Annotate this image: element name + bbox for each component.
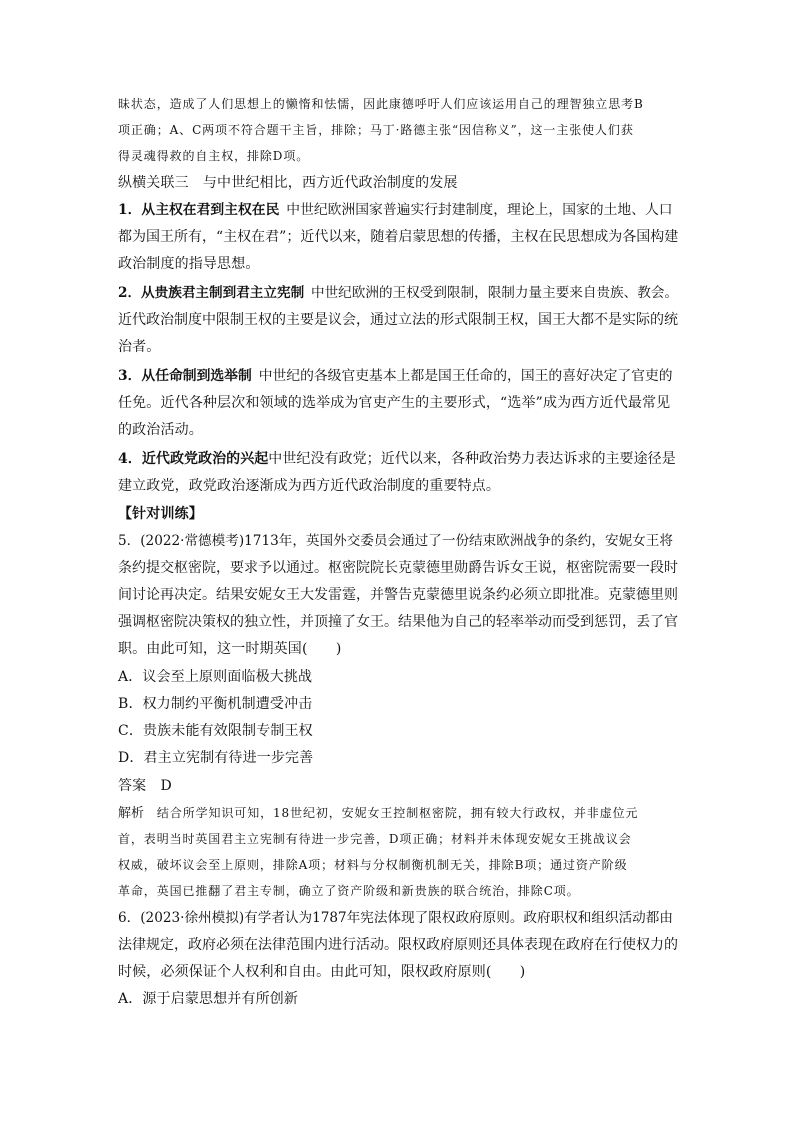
q5-analysis-line-2: 首，表明当时英国君主立宪制有待进一步完善，D项正确；材料并未体现安妮女王挑战议会 [118, 832, 632, 846]
q5-analysis-line-4: 革命，英国已推翻了君主专制，确立了资产阶级和新贵族的联合统治，排除C项。 [118, 884, 580, 898]
intro-line-2: 项正确；A、C两项不符合题干主旨，排除；马丁·路德主张“因信称义”，这一主张使人们获 [118, 123, 634, 137]
point-2-head: 2．从贵族君主制到君主立宪制 [118, 285, 305, 301]
q5-line-5: 职。由此可知，这一时期英国( ) [118, 641, 342, 657]
q6-line-2: 法律规定，政府必须在法律范围内进行活动。限权政府原则还具体表现在政府在行使权力的 [118, 937, 678, 953]
intro-line-1: 昧状态，造成了人们思想上的懒惰和怯懦，因此康德呼吁人们应该运用自己的理智独立思考B [118, 97, 644, 111]
point-1-text: 中世纪欧洲国家普遍实行封建制度，理论上，国家的土地、人口 [286, 202, 673, 218]
q6-line-3: 时候，必须保证个人权利和自由。由此可知，限权政府原则( ) [118, 964, 526, 980]
section-title-prefix: 纵横关联三 [118, 175, 189, 191]
q5-line-1: 5．(2022·常德模考)1713年，英国外交委员会通过了一份结束欧洲战争的条约，安妮女王将 [118, 533, 673, 549]
point-3-line-1 [118, 364, 673, 388]
point-1-head: 1．从主权在君到主权在民 [118, 202, 280, 218]
answer-label: 答案 [118, 778, 147, 794]
analysis-text-1: 结合所学知识可知，18世纪初，安妮女王控制枢密院，拥有较大行政权，并非虚位元 [156, 806, 639, 820]
q5-option-a: A．议会至上原则面临极大挑战 [118, 669, 313, 685]
q5-option-c: C．贵族未能有效限制专制王权 [118, 723, 313, 739]
q5-answer [118, 774, 172, 798]
point-4-text: 中世纪没有政党；近代以来，各种政治势力表达诉求的主要途径是 [268, 451, 676, 467]
point-2-text: 中世纪欧洲的王权受到限制，限制力量主要来自贵族、教会。 [310, 285, 679, 301]
point-3-head: 3．从任命制到选举制 [118, 368, 252, 384]
q5-line-4: 强调枢密院决策权的独立性，并顶撞了女王。结果他为自己的轻率举动而受到惩罚，丢了官 [118, 614, 678, 630]
point-3-line-3: 的政治活动。 [118, 422, 203, 438]
analysis-label: 解析 [118, 806, 145, 821]
point-1-line-3: 政治制度的指导思想。 [118, 256, 260, 272]
answer-value: D [160, 778, 172, 794]
q5-option-b: B．权力制约平衡机制遭受冲击 [118, 696, 313, 712]
q5-analysis-line-3: 权威，破坏议会至上原则，排除A项；材料与分权制衡机制无关，排除B项；通过资产阶级 [118, 858, 628, 872]
q5-option-d: D．君主立宪制有待进一步完善 [118, 750, 314, 766]
training-label: 【针对训练】 [118, 506, 203, 522]
intro-line-3: 得灵魂得救的自主权，排除D项。 [118, 149, 310, 163]
q5-line-2: 条约提交枢密院，要求予以通过。枢密院院长克蒙德里勋爵告诉女王说，枢密院需要一段时 [118, 560, 678, 576]
point-2-line-2: 近代政治制度中限制王权的主要是议会，通过立法的形式限制王权，国王大都不是实际的统 [118, 312, 678, 328]
point-2-line-1 [118, 281, 678, 305]
section-title-text: 与中世纪相比，西方近代政治制度的发展 [202, 175, 458, 191]
q6-option-a: A．源于启蒙思想并有所创新 [118, 991, 299, 1007]
q6-line-1: 6．(2023·徐州模拟)有学者认为1787年宪法体现了限权政府原则。政府职权和组织活动都由 [118, 910, 673, 926]
point-4-head: 4．近代政党政治的兴起 [118, 451, 269, 467]
point-4-line-1 [118, 447, 676, 471]
point-4-line-2: 建立政党，政党政治逐渐成为西方近代政治制度的重要特点。 [118, 478, 501, 494]
section-title [118, 171, 458, 195]
q5-line-3: 间讨论再决定。结果安妮女王大发雷霆，并警告克蒙德里说条约必须立即批准。克蒙德里则 [118, 587, 678, 603]
point-1-line-2: 都为国王所有，“主权在君”；近代以来，随着启蒙思想的传播，主权在民思想成为各国构建 [118, 229, 679, 245]
point-3-line-2: 任免。近代各种层次和领域的选举成为官吏产生的主要形式，“选举”成为西方近代最常见 [118, 395, 671, 411]
q5-analysis-line-1 [118, 801, 638, 826]
point-2-line-3: 治者。 [118, 339, 161, 355]
point-3-text: 中世纪的各级官吏基本上都是国王任命的，国王的喜好决定了官吏的 [258, 368, 673, 384]
point-1-line-1 [118, 198, 673, 222]
